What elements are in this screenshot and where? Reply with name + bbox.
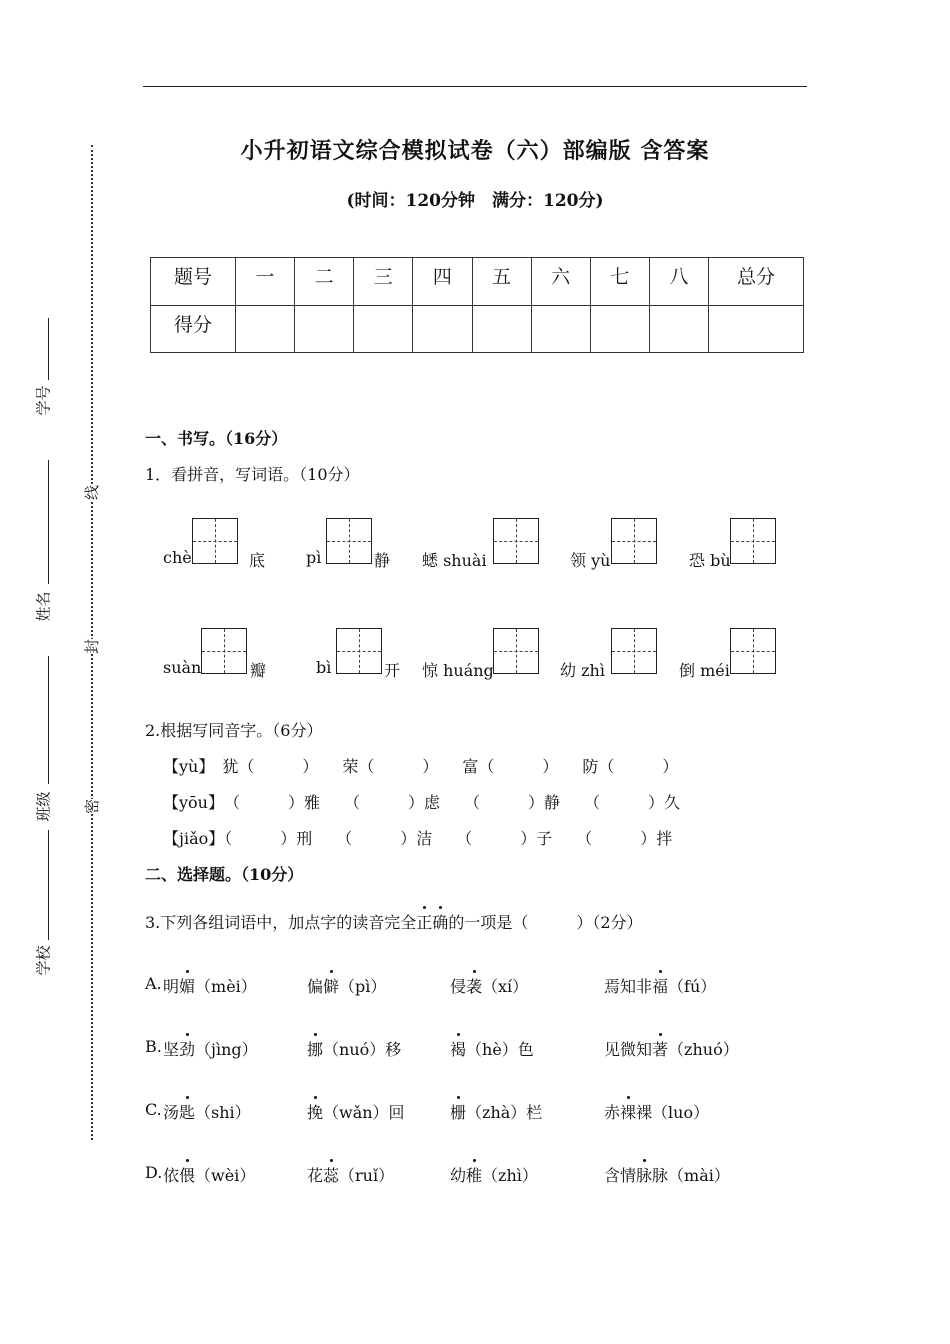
- q3-text: 3.下列各组词语中，加点字的读音完全: [145, 913, 417, 932]
- score-header-cell: 题号: [151, 258, 236, 306]
- option-dotted-char: 僻: [323, 974, 339, 997]
- question2-prompt: 2.根据写同音字。（6分）: [145, 721, 323, 740]
- option-word-text: 赤: [604, 1103, 621, 1122]
- score-input-cell[interactable]: [590, 305, 649, 353]
- option-word: [163, 974, 257, 997]
- question3-prompt: [145, 910, 643, 933]
- score-row-label: 得分: [151, 305, 236, 353]
- seal-char-line: 线: [83, 484, 102, 501]
- option-label[interactable]: D.: [145, 1163, 163, 1182]
- option-word-text: 明: [163, 977, 180, 996]
- pinyin-label: 蟋 shuài: [422, 551, 487, 570]
- option-pinyin: （jìng）: [195, 1040, 258, 1059]
- section1-heading: 一、书写。（16分）: [145, 429, 288, 448]
- pinyin-label: 恐 bù: [689, 551, 731, 570]
- word-char: 瓣: [250, 661, 267, 680]
- option-pinyin: （zhuó）: [668, 1040, 739, 1059]
- option-pinyin: （pì）: [339, 977, 387, 996]
- option-dotted-char: 福: [652, 974, 668, 997]
- option-word: [307, 974, 386, 997]
- option-word: [307, 1100, 405, 1123]
- option-word: [307, 1163, 394, 1186]
- score-input-cell[interactable]: [354, 305, 413, 353]
- option-word: [604, 1163, 730, 1186]
- option-word-text: 侵: [450, 977, 467, 996]
- pinyin-label: 惊 huáng: [422, 661, 494, 680]
- option-pinyin: （ruǐ）: [339, 1166, 395, 1185]
- option-word-text: 依: [163, 1166, 180, 1185]
- margin-label-class: 班级: [34, 791, 53, 822]
- option-word: [450, 1037, 534, 1060]
- write-grid-box[interactable]: [493, 628, 539, 674]
- option-word: [450, 1100, 542, 1123]
- option-word: [604, 1100, 709, 1123]
- option-word-text: 汤: [163, 1103, 180, 1122]
- score-input-cell[interactable]: [295, 305, 354, 353]
- option-dotted-char: 挽: [307, 1100, 323, 1123]
- option-word-text: 含情: [604, 1166, 637, 1185]
- pinyin-label: suàn: [163, 658, 202, 677]
- option-label[interactable]: C.: [145, 1100, 162, 1119]
- option-word: [450, 974, 528, 997]
- school-blank[interactable]: [48, 830, 49, 940]
- option-word: [163, 1037, 258, 1060]
- score-header-cell: 七: [590, 258, 649, 306]
- option-dotted-char: 脉: [636, 1163, 652, 1186]
- option-word-text: 花: [307, 1166, 324, 1185]
- question1-prompt: 1．看拼音，写词语。（10分）: [145, 465, 360, 484]
- seal-char-secret: 密: [83, 798, 102, 815]
- option-pinyin: （fú）: [668, 977, 717, 996]
- option-label[interactable]: B.: [145, 1037, 162, 1056]
- option-word-text: 焉知非: [604, 977, 653, 996]
- option-label[interactable]: A.: [145, 974, 162, 993]
- score-table-header-row: [151, 258, 804, 306]
- option-pinyin: （wǎn）回: [323, 1103, 405, 1122]
- option-dotted-char: 裸: [620, 1100, 636, 1123]
- score-header-cell: 总分: [709, 258, 804, 306]
- pinyin-label: bì: [316, 658, 332, 677]
- student-id-blank[interactable]: [48, 318, 49, 380]
- homophone-line[interactable]: 【jiǎo】（ ）刑 （ ）洁 （ ）子 （ ）拌: [163, 829, 673, 848]
- option-dotted-char: 匙: [179, 1100, 195, 1123]
- option-pinyin: （zhì）: [482, 1166, 538, 1185]
- pinyin-label: pì: [306, 548, 322, 567]
- score-input-cell[interactable]: [413, 305, 472, 353]
- write-grid-box[interactable]: [611, 628, 657, 674]
- option-pinyin: （hè）色: [466, 1040, 534, 1059]
- option-dotted-char: 袭: [466, 974, 482, 997]
- write-grid-box[interactable]: [730, 628, 776, 674]
- score-header-cell: 八: [649, 258, 708, 306]
- option-dotted-char: 偎: [179, 1163, 195, 1186]
- option-word-text: 偏: [307, 977, 324, 996]
- score-input-cell[interactable]: [472, 305, 531, 353]
- score-header-cell: 一: [236, 258, 295, 306]
- score-header-cell: 四: [413, 258, 472, 306]
- option-word-text: 见微知: [604, 1040, 653, 1059]
- write-grid-box[interactable]: [336, 628, 382, 674]
- option-dotted-char: 栅: [450, 1100, 466, 1123]
- option-word-text: 坚: [163, 1040, 180, 1059]
- score-header-cell: 五: [472, 258, 531, 306]
- option-pinyin: （xí）: [482, 977, 529, 996]
- word-char: 开: [384, 661, 401, 680]
- option-dotted-char: 著: [652, 1037, 668, 1060]
- option-dotted-char: 稚: [466, 1163, 482, 1186]
- q3-dotted-char: 正: [416, 910, 432, 933]
- option-word: [450, 1163, 538, 1186]
- option-pinyin: 脉（mài）: [652, 1166, 730, 1185]
- option-dotted-char: 媚: [179, 974, 195, 997]
- score-header-cell: 三: [354, 258, 413, 306]
- word-char: 静: [374, 551, 391, 570]
- pinyin-label: 倒 méi: [679, 661, 730, 680]
- seal-char-seal: 封: [83, 638, 102, 655]
- page-title: 小升初语文综合模拟试卷（六）部编版 含答案: [240, 139, 710, 164]
- homophone-line[interactable]: 【yù】 犹（ ） 荣（ ） 富（ ） 防（ ）: [163, 757, 679, 776]
- option-word: [307, 1037, 401, 1060]
- class-blank[interactable]: [48, 656, 49, 784]
- option-pinyin: （zhà）栏: [466, 1103, 543, 1122]
- option-dotted-char: 劲: [179, 1037, 195, 1060]
- option-pinyin: （nuó）移: [323, 1040, 402, 1059]
- write-grid-box[interactable]: [192, 518, 238, 564]
- margin-label-school: 学校: [34, 945, 53, 976]
- score-input-cell[interactable]: [531, 305, 590, 353]
- q3-dotted-char: 确: [432, 910, 448, 933]
- option-dotted-char: 褐: [450, 1037, 466, 1060]
- option-word: [163, 1100, 251, 1123]
- pinyin-label: 幼 zhì: [560, 661, 605, 680]
- name-blank[interactable]: [48, 460, 49, 584]
- score-input-cell[interactable]: [709, 305, 804, 353]
- score-input-cell[interactable]: [649, 305, 708, 353]
- option-pinyin: （mèi）: [195, 977, 257, 996]
- option-pinyin: 裸（luo）: [636, 1103, 710, 1122]
- pinyin-label: 领 yù: [570, 551, 611, 570]
- q3-text: 的一项是（ ）（2分）: [448, 913, 643, 932]
- write-grid-box[interactable]: [493, 518, 539, 564]
- pinyin-label: chè: [163, 548, 192, 567]
- score-table-score-row: [151, 305, 804, 353]
- option-word: [604, 974, 716, 997]
- option-dotted-char: 挪: [307, 1037, 323, 1060]
- option-word: [163, 1163, 255, 1186]
- header-rule: [143, 86, 807, 87]
- option-pinyin: （shi）: [195, 1103, 251, 1122]
- score-table: [150, 257, 804, 353]
- margin-label-name: 姓名: [34, 591, 53, 622]
- write-grid-box[interactable]: [201, 628, 247, 674]
- section2-heading: 二、选择题。（10分）: [145, 865, 304, 884]
- exam-time-info: (时间：120分钟 满分：120分): [346, 191, 604, 211]
- option-word: [604, 1037, 739, 1060]
- homophone-line[interactable]: 【yōu】 （ ）雅 （ ）虑 （ ）静 （ ）久: [163, 793, 680, 812]
- write-grid-box[interactable]: [611, 518, 657, 564]
- option-dotted-char: 蕊: [323, 1163, 339, 1186]
- option-word-text: 幼: [450, 1166, 467, 1185]
- option-pinyin: （wèi）: [195, 1166, 256, 1185]
- score-header-cell: 六: [531, 258, 590, 306]
- word-char: 底: [249, 551, 266, 570]
- write-grid-box[interactable]: [730, 518, 776, 564]
- score-input-cell[interactable]: [236, 305, 295, 353]
- margin-label-student-id: 学号: [34, 385, 53, 416]
- score-header-cell: 二: [295, 258, 354, 306]
- write-grid-box[interactable]: [326, 518, 372, 564]
